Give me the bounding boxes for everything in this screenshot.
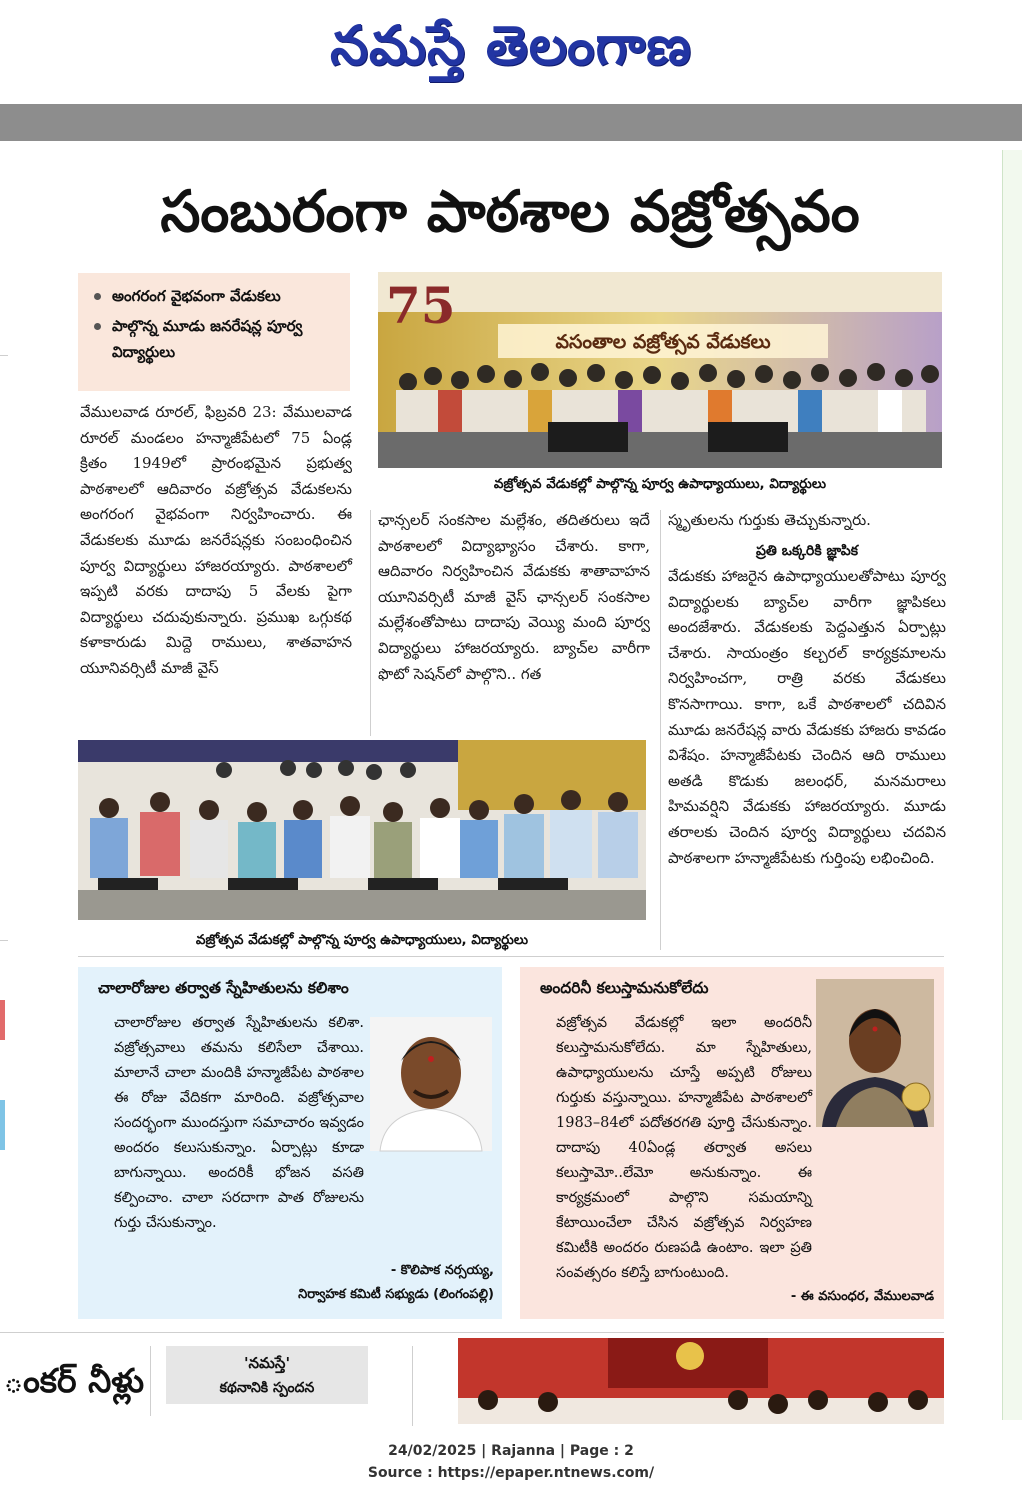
quote-box-right-title: అందరినీ కలుస్తామనుకోలేదు — [540, 979, 709, 997]
photo-bottom-strip — [458, 1338, 944, 1424]
article-column-2: ఛాన్సలర్ సంకసాల మల్లేశం, తదితరులు ఇదే పాఠశాలలో విద్యాభ్యాసం చేశారు. కాగా, ఆదివారం నిర్వహించిన వేడుకకు శాతావాహన యూనివర్సిటీ మాజీ వైస్ ఛాన్సలర్ సంకసాల మల్లేశంతోపాటు దాదాపు వెయ్యి మంది పూర్వ విద్యార్థులు హాజరయ్యారు. బ్యాచ్‌ల వారీగా ఫొటో సెషన్‌లో పాల్గొని.. గత — [378, 511, 650, 683]
photo-bottom — [78, 740, 646, 920]
article-subhead: ప్రతి ఒక్కరికి జ్ఞాపిక — [755, 543, 859, 559]
bottom-divider — [150, 1346, 151, 1416]
highlight-item: అంగరంగ వైభవంగా వేడుకలు — [92, 283, 342, 309]
article-column-3-top: స్మృతులను గుర్తుకు తెచ్చుకున్నారు. — [668, 511, 871, 529]
column-rule — [370, 510, 371, 736]
portrait-man-image — [370, 1017, 492, 1151]
article-column-1: వేములవాడ రూరల్, ఫిబ్రవరి 23: వేములవాడ రూరల్ మండలం హన్మాజీపేటలో 75 ఏండ్ల క్రితం 1949లో ప్రారంభమైన ప్రభుత్వ పాఠశాలలో ఆదివారం వజ్రోత్సవ వేడుకలను అంగరంగ వైభవంగా నిర్వహించారు. ఈ వేడుకలకు మూడు జనరేషన్లకు సంబంధించిన పూర్వ విద్యార్థులు హాజరయ్యారు. పాఠశాలలో ఇప్పటి వరకు దాదాపు 5 వేలకు పైగా విద్యార్థులు చదువుకున్నారు. ప్రముఖ ఒగ్గుకథ కళాకారుడు మిద్దె రాములు, శాతవాహన యూనివర్సిటీ మాజీ వైస్ — [80, 403, 352, 677]
quote-box-left-text: చాలారోజుల తర్వాత స్నేహితులను కలిశా. వజ్రోత్సవాలు తమను కలిసేలా చేశాయి. మాలానే చాలా మందికి హన్మాజీపేట పాఠశాల ఈ రోజు వేదికగా మారింది. వజ్రోత్సవాల సందర్భంగా ముందస్తుగా సమాచారం ఇవ్వడం అందరం కలుసుకున్నాం. ఏర్పాట్లు కూడా బాగున్నాయి. అందరికీ భోజన వసతి కల్పించాం. చాలా సరదాగా పాత రోజులను గుర్తు చేసుకున్నాం. — [114, 1015, 364, 1231]
quote-box-right-text: వజ్రోత్సవ వేడుకల్లో ఇలా అందరినీ కలుస్తామనుకోలేదు. మా స్నేహితులు, ఉపాధ్యాయులను చూస్తే అప్పటి రోజులు గుర్తుకు వస్తున్నాయి. హన్మాజీపేట పాఠశాలలో 1983–84లో పదోతరగతి పూర్తి చేసుకున్నాం. దాదాపు 40ఏండ్ల తర్వాత అసలు కలుస్తామో..లేమో అనుకున్నాం. ఈ కార్యక్రమంలో పాల్గొని సమయాన్ని కేటాయించేలా చేసిన వజ్రోత్సవ నిర్వహణ కమిటీకి అందరం రుణపడి ఉంటాం. ఇలా ప్రతి సంవత్సరం కలిస్తే బాగుంటుంది. — [556, 1015, 812, 1281]
photo-top-banner: వసంతాల వజ్రోత్సవ వేడుకలు — [555, 331, 771, 353]
footer-source-link[interactable]: Source : https://epaper.ntnews.com/ — [367, 1465, 655, 1481]
bottom-divider-2 — [412, 1346, 413, 1426]
quote-box-left-signature-role: నిర్వాహక కమిటీ సభ్యుడు (లింగంపల్లి) — [298, 1287, 494, 1302]
left-edge-rule-2 — [0, 940, 8, 941]
page-footer — [0, 1440, 1022, 1484]
quote-box-right-signature: - ఈ వసుంధర, వేములవాడ — [790, 1289, 934, 1304]
masthead — [0, 0, 1022, 100]
quote-box-left-title: చాలారోజుల తర్వాత స్నేహితులను కలిశాం — [98, 979, 349, 997]
response-box — [166, 1346, 368, 1404]
highlights-box — [78, 273, 350, 391]
right-page-edge — [1002, 150, 1022, 1420]
portrait-woman-image — [816, 979, 934, 1127]
photo-bottom-image — [78, 740, 646, 920]
quote-box-left-portrait — [370, 1017, 492, 1151]
photo-top-badge: 75 — [386, 276, 456, 335]
response-box-subtitle: కథనానికి స్పందన — [219, 1380, 315, 1396]
photo-bottom-strip-image — [458, 1338, 944, 1424]
response-box-title: 'నమస్తే' — [243, 1354, 291, 1372]
quote-box-left-signature-name: - కొలిపాక నర్సయ్య, — [390, 1263, 494, 1278]
bottom-rule — [0, 1332, 944, 1333]
quote-box-right-portrait — [816, 979, 934, 1127]
article-column-3: వేడుకకు హాజరైన ఉపాధ్యాయులతోపాటు పూర్వ విద్యార్థులకు బ్యాచ్‌ల వారీగా జ్ఞాపికలు అందజేశారు. వేడుకలకు పెద్దఎత్తున ఏర్పాట్లు చేశారు. సాయంత్రం కల్చరల్ కార్యక్రమాలను నిర్వహించగా, రాత్రి వరకు వేడుకలు కొనసాగాయి. కాగా, ఒకే పాఠశాలలో చదివిన మూడు జనరేషన్ల వారు వేడుకకు హాజరు కావడం విశేషం. హన్మాజీపేటకు చెందిన ఆది రాములు అతడి కొడుకు జలంధర్, మనమరాలు హిమవర్షిని వేడుకకు హాజరయ్యారు. మూడు తరాలకు చెందిన పూర్వ విద్యార్థులు చదవిన పాఠశాలగా హన్మాజీపేటకు గుర్తింపు లభించింది. — [668, 567, 946, 867]
photo-top — [378, 272, 942, 468]
left-edge-color-mark-2 — [0, 1100, 5, 1150]
photo-top-caption: వజ్రోత్సవ వేడుకల్లో పాల్గొన్న పూర్వ ఉపాధ్యాయులు, విద్యార్థులు — [493, 476, 827, 492]
footer-date-edition: 24/02/2025 | Rajanna | Page : 2 — [388, 1443, 634, 1459]
quote-box-right — [520, 967, 944, 1319]
photo-bottom-caption: వజ్రోత్సవ వేడుకల్లో పాల్గొన్న పూర్వ ఉపాధ్యాయులు, విద్యార్థులు — [195, 932, 529, 948]
bottom-headline-fragment: ంకర్ నీళ్లు — [4, 1361, 145, 1400]
section-rule — [78, 956, 944, 957]
left-edge-rule — [0, 355, 8, 356]
left-edge-color-mark — [0, 1000, 5, 1040]
quote-box-left — [78, 967, 502, 1319]
highlight-item: పాల్గొన్న మూడు జనరేషన్ల పూర్వ విద్యార్థులు — [92, 313, 342, 365]
column-rule-2 — [660, 510, 661, 950]
headline: సంబురంగా పాఠశాల వజ్రోత్సవం — [160, 178, 860, 245]
masthead-logo: నమస్తే తెలంగాణ — [330, 13, 692, 77]
header-grey-bar — [0, 104, 1022, 141]
